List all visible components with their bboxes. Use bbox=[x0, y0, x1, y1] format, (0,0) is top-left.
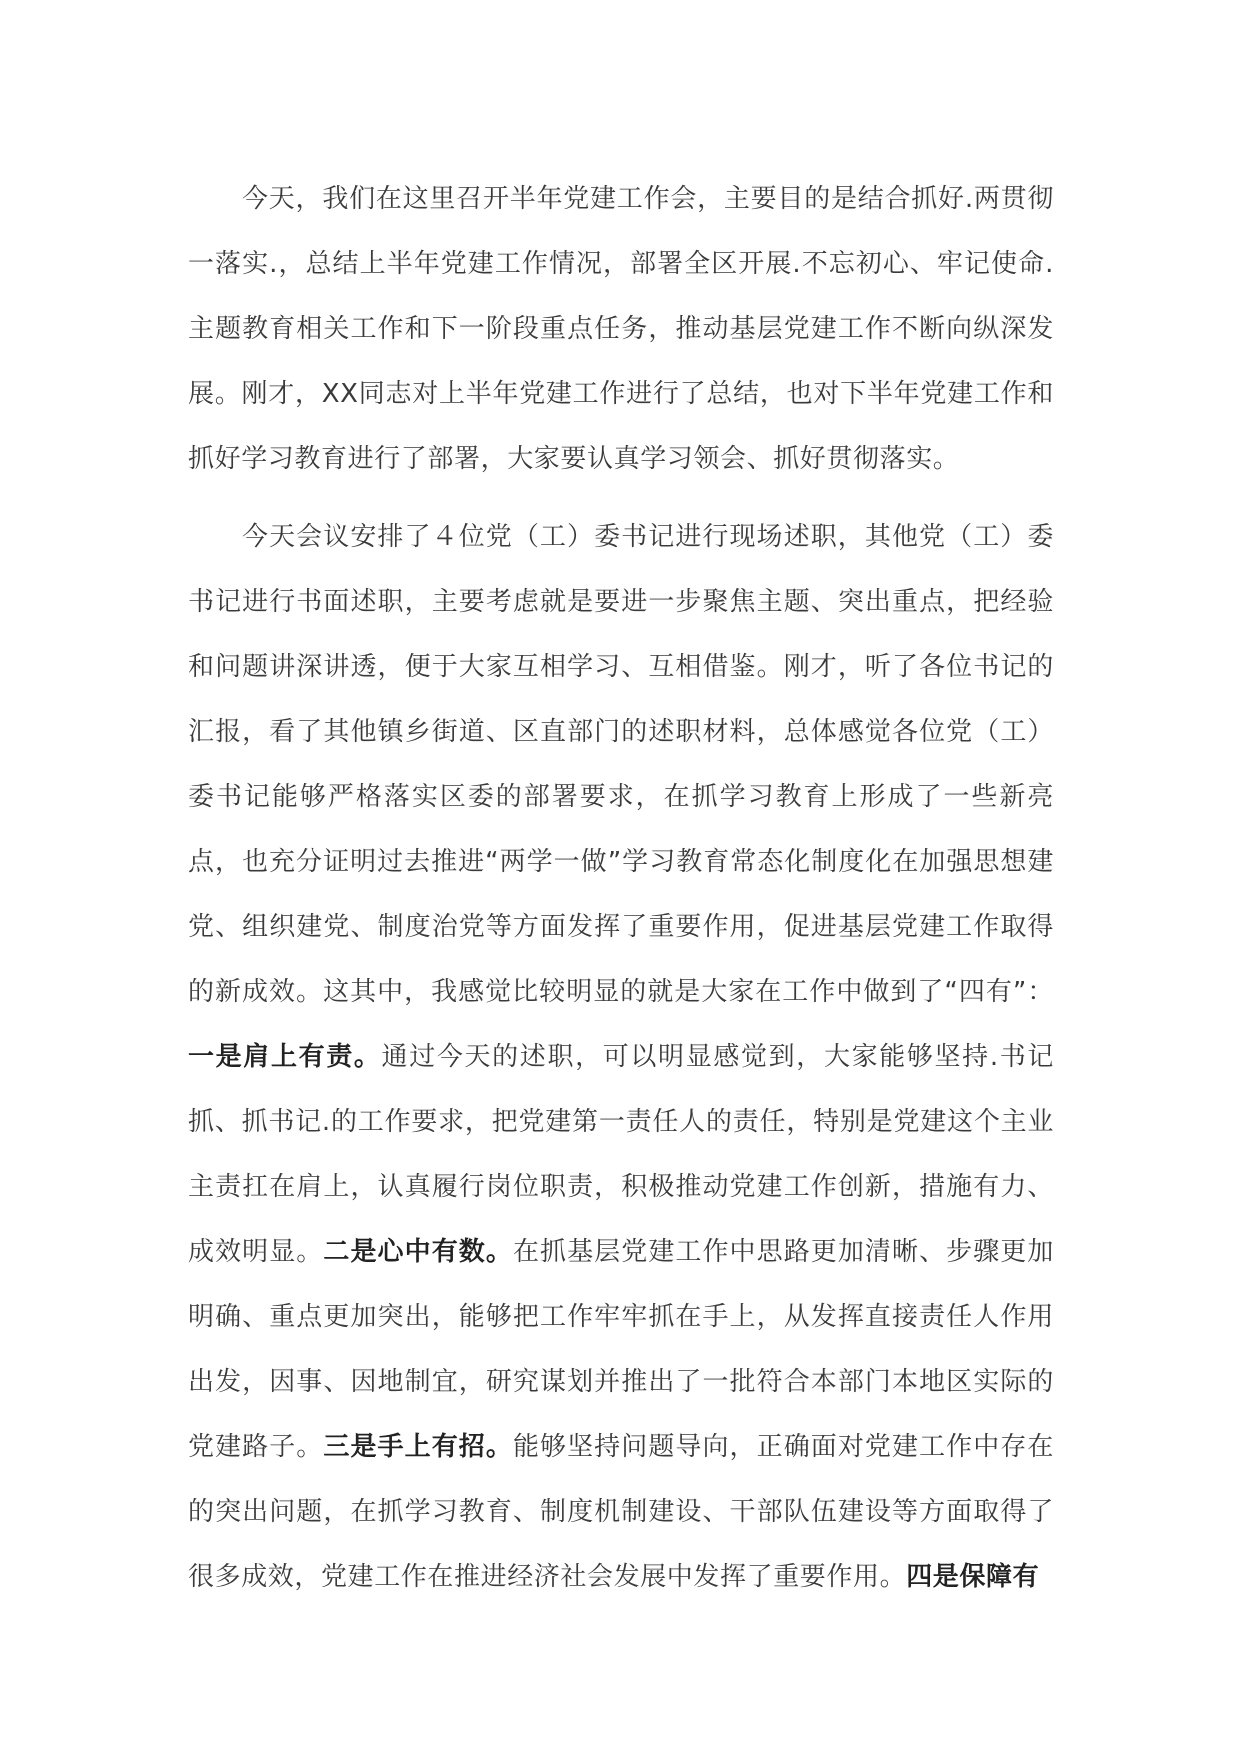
document-body bbox=[188, 167, 1054, 1623]
bold-heading-4: 四是保障有 bbox=[906, 1562, 1040, 1592]
bold-heading-3: 三是手上有招。 bbox=[323, 1432, 513, 1462]
paragraph-2 bbox=[188, 505, 1054, 1610]
paragraph-1 bbox=[188, 167, 1054, 492]
paragraph-text: 在抓基层党建工作中思路更加清晰、步骤更加明确、重点更加突出，能够把工作牢牢抓在手上，从发挥直接责任人作用出发，因事、因地制宜，研究谋划并推出了一批符合本部门本地区实际的党建路子。 bbox=[188, 1237, 1054, 1462]
paragraph-text: 通过今天的述职，可以明显感觉到，大家能够坚持.书记抓、抓书记.的工作要求，把党建第一责任人的责任，特别是党建这个主业主责扛在肩上，认真履行岗位职责，积极推动党建工作创新，措施有力、成效明显。 bbox=[188, 1042, 1054, 1267]
paragraph-text: 今天，我们在这里召开半年党建工作会，主要目的是结合抓好.两贯彻一落实.，总结上半年党建工作情况，部署全区开展.不忘初心、牢记使命.主题教育相关工作和下一阶段重点任务，推动基层党建工作不断向纵深发展。刚才，XX同志对上半年党建工作进行了总结，也对下半年党建工作和抓好学习教育进行了部署，大家要认真学习领会、抓好贯彻落实。 bbox=[188, 184, 1054, 474]
bold-heading-1: 一是肩上有责。 bbox=[188, 1042, 382, 1072]
paragraph-text: 今天会议安排了４位党（工）委书记进行现场述职，其他党（工）委书记进行书面述职，主要考虑就是要进一步聚焦主题、突出重点，把经验和问题讲深讲透，便于大家互相学习、互相借鉴。刚才，听了各位书记的汇报，看了其他镇乡街道、区直部门的述职材料，总体感觉各位党（工）委书记能够严格落实区委的部署要求，在抓学习教育上形成了一些新亮点，也充分证明过去推进“两学一做”学习教育常态化制度化在加强思想建党、组织建党、制度治党等方面发挥了重要作用，促进基层党建工作取得的新成效。这其中，我感觉比较明显的就是大家在工作中做到了“四有”： bbox=[188, 522, 1054, 1007]
bold-heading-2: 二是心中有数。 bbox=[323, 1237, 513, 1267]
paragraph-text: 能够坚持问题导向，正确面对党建工作中存在的突出问题，在抓学习教育、制度机制建设、干部队伍建设等方面取得了很多成效，党建工作在推进经济社会发展中发挥了重要作用。 bbox=[188, 1432, 1054, 1592]
